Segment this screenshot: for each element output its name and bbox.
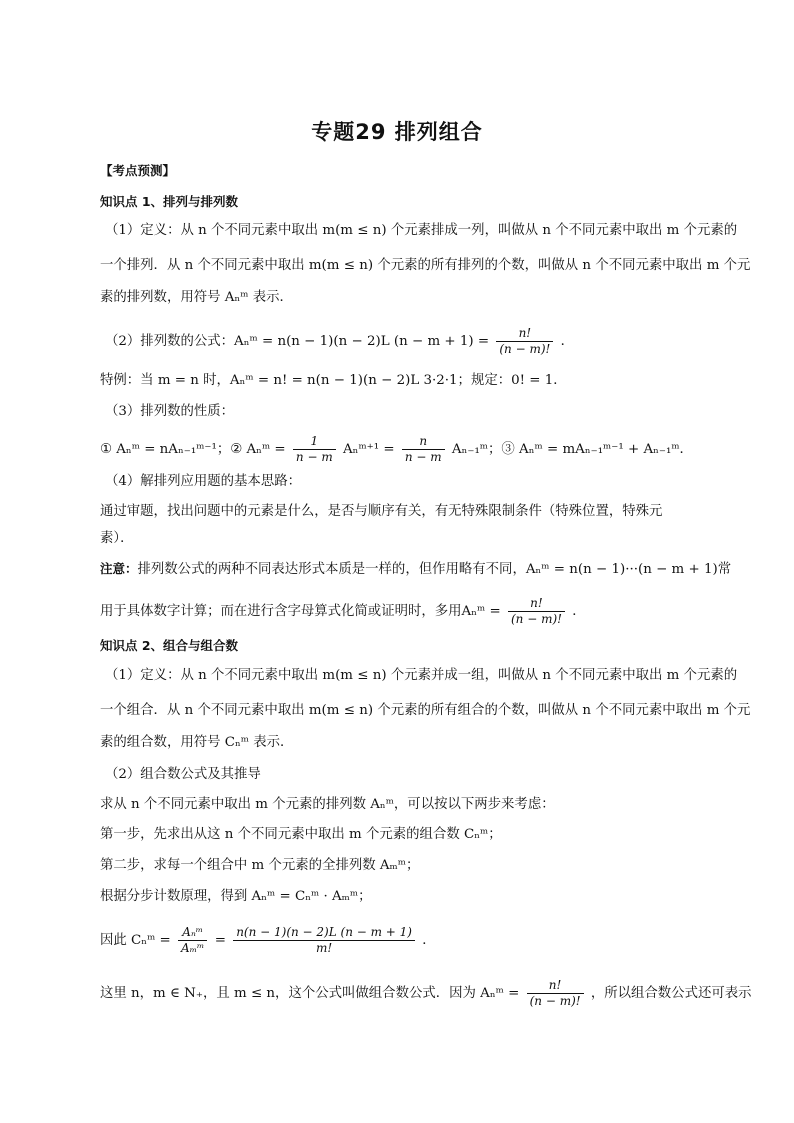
k2-result-suffix: ． xyxy=(422,933,436,948)
prop-part-c: Aₙ₋₁ᵐ；③ Aₙᵐ = mAₙ₋₁ᵐ⁻¹ + Aₙ₋₁ᵐ． xyxy=(451,442,693,457)
k2-result xyxy=(100,925,436,956)
k1-definition-line-3: 素的排列数，用符号 Aₙᵐ 表示． xyxy=(100,290,293,305)
fraction-denominator: n − m xyxy=(404,450,442,464)
k1-formula-prefix: （2）排列数的公式：Aₙᵐ = n(n − 1)(n − 2)L (n − m + 1) = xyxy=(105,334,490,349)
k2-step-3: 根据分步计数原理，得到 Aₙᵐ = Cₙᵐ · Aₘᵐ； xyxy=(100,889,372,904)
fraction-numerator: n! xyxy=(527,978,584,994)
fraction-denominator: Aₘᵐ xyxy=(181,941,205,955)
k1-properties-title: （3）排列数的性质： xyxy=(105,404,235,419)
note-label: 注意： xyxy=(100,561,138,576)
fraction-denominator: (n − m)! xyxy=(529,994,581,1008)
fraction-numerator: n xyxy=(402,434,445,450)
prop-part-a: ① Aₙᵐ = nAₙ₋₁ᵐ⁻¹；② Aₙᵐ = xyxy=(100,442,286,457)
k1-solve-title: （4）解排列应用题的基本思路： xyxy=(105,474,301,489)
k2-step-1: 第一步，先求出从这 n 个不同元素中取出 m 个元素的组合数 Cₙᵐ； xyxy=(100,827,502,842)
k1-definition-line-1: （1）定义：从 n 个不同元素中取出 m(m ≤ n) 个元素排成一列，叫做从 n 个不同元素中取出 m 个元素的 xyxy=(105,223,738,238)
note-text: 排列数公式的两种不同表达形式本质是一样的，但作用略有不同，Aₙᵐ = n(n − 1)···(n − m + 1)常 xyxy=(137,562,732,577)
fraction-numerator: n! xyxy=(496,326,553,342)
knowledge-point-2-title: 知识点 2、组合与组合数 xyxy=(100,638,239,653)
k2-last-fraction xyxy=(527,978,584,1009)
prop-part-b: Aₙᵐ⁺¹ = xyxy=(342,442,395,457)
k2-definition-line-3: 素的组合数，用符号 Cₙᵐ 表示． xyxy=(100,735,294,750)
k2-result-fraction-1 xyxy=(178,925,207,956)
k2-definition-line-1: （1）定义：从 n 个不同元素中取出 m(m ≤ n) 个元素并成一组，叫做从 n 个不同元素中取出 m 个元素的 xyxy=(105,668,738,683)
k1-formula xyxy=(105,326,574,357)
fraction-numerator: n(n − 1)(n − 2)L (n − m + 1) xyxy=(233,925,415,941)
k1-definition-line-2: 一个排列．从 n 个不同元素中取出 m(m ≤ n) 个元素的所有排列的个数，叫做从 n 个不同元素中取出 m 个元 xyxy=(100,258,751,273)
k1-properties-formulas xyxy=(100,434,693,465)
fraction-numerator: 1 xyxy=(293,434,336,450)
k1-formula-suffix: ． xyxy=(560,334,575,349)
prop-fraction-1 xyxy=(293,434,336,465)
k2-formula-title: （2）组合数公式及其推导 xyxy=(105,767,261,782)
k2-step-2: 第二步，求每一个组合中 m 个元素的全排列数 Aₘᵐ； xyxy=(100,858,420,873)
k2-last-line xyxy=(100,978,752,1009)
fraction-numerator: Aₙᵐ xyxy=(178,925,207,941)
note-line-2-prefix: 用于具体数字计算；而在进行含字母算式化简或证明时，多用Aₙᵐ = xyxy=(100,604,501,619)
prop-fraction-2 xyxy=(402,434,445,465)
fraction-denominator: (n − m)! xyxy=(510,612,562,626)
fraction-denominator: n − m xyxy=(295,450,333,464)
k2-last-prefix: 这里 n，m ∈ N₊，且 m ≤ n，这个公式叫做组合数公式．因为 Aₙᵐ = xyxy=(100,986,520,1001)
k2-definition-line-2: 一个组合．从 n 个不同元素中取出 m(m ≤ n) 个元素的所有组合的个数，叫做从 n 个不同元素中取出 m 个元 xyxy=(100,703,751,718)
note-suffix: ． xyxy=(572,604,586,619)
k1-formula-fraction xyxy=(496,326,553,357)
section-header: 【考点预测】 xyxy=(100,163,176,178)
fraction-denominator: (n − m)! xyxy=(499,342,551,356)
k1-solve-line-1: 通过审题，找出问题中的元素是什么，是否与顺序有关，有无特殊限制条件（特殊位置，特殊元 xyxy=(100,504,663,519)
page-title: 专题29 排列组合 xyxy=(311,120,483,144)
note-line-1 xyxy=(100,560,731,579)
knowledge-point-1-title: 知识点 1、排列与排列数 xyxy=(100,194,239,209)
k2-result-prefix: 因此 Cₙᵐ = xyxy=(100,933,171,948)
k2-last-suffix: ，所以组合数公式还可表示 xyxy=(590,986,752,1001)
fraction-numerator: n! xyxy=(508,596,565,612)
k1-solve-line-2: 素）． xyxy=(100,531,134,546)
k2-step-0: 求从 n 个不同元素中取出 m 个元素的排列数 Aₙᵐ，可以按以下两步来考虑： xyxy=(100,797,555,812)
k2-result-fraction-2 xyxy=(233,925,415,956)
k2-result-equals: = xyxy=(214,933,226,948)
note-line-2 xyxy=(100,596,586,627)
fraction-denominator: m! xyxy=(315,941,333,955)
note-fraction xyxy=(508,596,565,627)
k1-special-case: 特例：当 m = n 时，Aₙᵐ = n! = n(n − 1)(n − 2)L 3·2·1；规定：0! = 1． xyxy=(100,373,567,388)
